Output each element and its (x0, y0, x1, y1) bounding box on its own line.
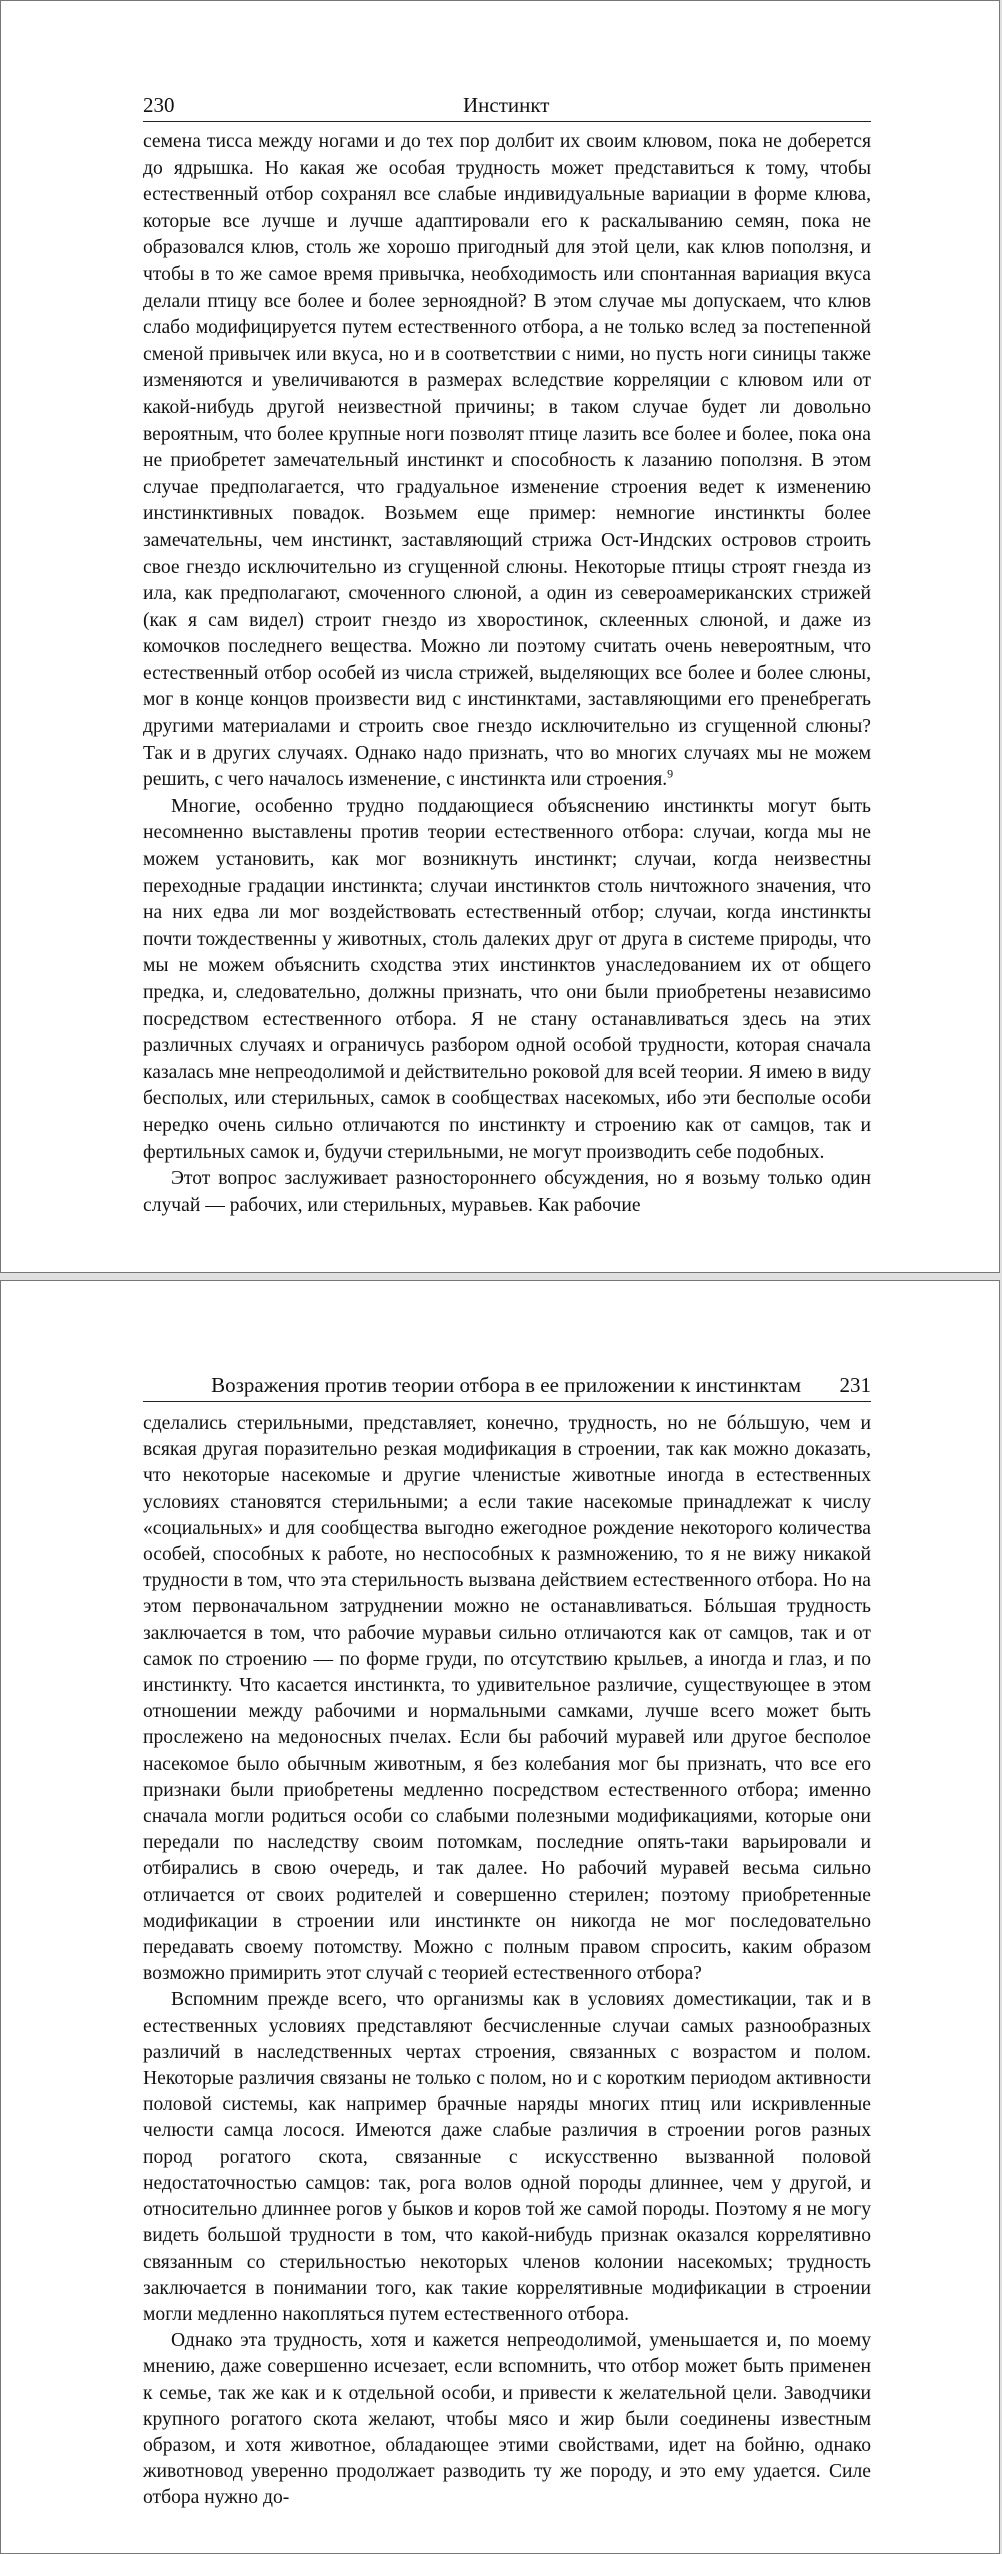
page-230 (0, 0, 1000, 1273)
paragraph: Вспомним прежде всего, что организмы как в условиях доместикации, так и в естественных условиях представляют бесчисленные случаи самых разнообразных различий в наследственных чертах строения, связанных с возрастом и полом. Некоторые различия связаны не только с полом, но и с коротким периодом активности половой системы, как например брачные наряды многих птиц или искривленные челюсти самца лосося. Имеются даже слабые различия в строении рогов разных пород рогатого скота, связанные с искусственно вызванной половой недостаточностью самцов: так, рога волов одной породы длиннее, чем у другой, и относительно длиннее рогов у быков и коров той же самой породы. Поэтому я не могу видеть большой трудности в том, что какой-нибудь признак оказался коррелятивно связанным со стерильностью некоторых членов колонии насекомых; трудность заключается в понимании того, как такие коррелятивные модификации в строении могли медленно накопляться путем естественного отбора. (143, 1989, 871, 2325)
page-number: 230 (143, 93, 175, 117)
running-title: Возражения против теории отбора в ее приложении к инстинктам (211, 1373, 801, 1397)
page-body (143, 1411, 871, 2512)
page-231 (0, 1280, 1000, 2554)
running-title: Инстинкт (463, 93, 550, 117)
paragraph: семена тисса между ногами и до тех пор долбит их своим клювом, пока не доберется до ядрышка. Но какая же особая трудность может представиться к тому, чтобы естественный отбор сохранял все слабые индивидуальные вариации в форме клюва, которые все лучше и лучше адаптировали его к раскалыванию семян, пока не образовался клюв, столь же хорошо пригодный для этой цели, как клюв поползня, и чтобы в то же самое время привычка, необходимость или спонтанная вариация вкуса делали птицу все более и более зерноядной? В этом случае мы допускаем, что клюв слабо модифицируется путем естественного отбора, а не только вслед за постепенной сменой привычек или вкуса, но и в соответствии с ними, но пусть ноги синицы также изменяются и увеличиваются в размерах вследствие корреляции с клювом или от какой-нибудь другой неизвестной причины; в таком случае будет ли довольно вероятным, что более крупные ноги позволят птице лазить все более и более, пока она не приобретет замечательный инстинкт и способность к лазанию поползня. В этом случае предполагается, что градуальное изменение строения ведет к изменению инстинктивных повадок. Возьмем еще пример: немногие инстинкты более замечательны, чем инстинкт, заставляющий стрижа Ост-Индских островов строить свое гнездо исключительно из сгущенной слюны. Некоторые птицы строят гнезда из ила, как предполагают, смоченного слюной, а один из североамериканских стрижей (как я сам видел) строит гнездо из хворостинок, склеенных слюной, и даже из комочков последнего вещества. Можно ли поэтому считать очень невероятным, что естественный отбор особей из числа стрижей, выделяющих все более и более слюны, мог в конце концов произвести вид с инстинктами, заставляющими его пренебрегать другими материалами и строить свое гнездо исключительно из сгущенной слюны? Так и в других случаях. Однако надо признать, что во многих случаях мы не можем решить, с чего началось изменение, с инстинкта или строения.$^9$ (143, 131, 871, 791)
running-header (143, 1375, 871, 1402)
page-body (143, 129, 871, 1219)
running-header (143, 95, 871, 122)
footnote-mark: 9 (667, 766, 674, 781)
paragraph: Этот вопрос заслуживает разностороннего обсуждения, но я возьму только один случай — рабочих, или стерильных, муравьев. Как рабочие (143, 1168, 871, 1216)
page-number: 231 (839, 1373, 871, 1397)
paragraph: Однако эта трудность, хотя и кажется непреодолимой, уменьшается и, по моему мнению, даже совершенно исчезает, если вспомнить, что отбор может быть применен к семье, так же как и к отдельной особи, и привести к желательной цели. Заводчики крупного рогатого скота желают, чтобы мясо и жир были соединены известным образом, и хотя животное, обладающее этими свойствами, идет на бойню, однако животновод уверенно продолжает разводить ту же породу, и это ему удается. Силе отбора нужно до- (143, 2330, 871, 2509)
paragraph: сделались стерильными, представляет, конечно, трудность, но не бóльшую, чем и всякая другая поразительно резкая модификация в строении, так как можно доказать, что некоторые насекомые и другие членистые животные иногда в естественных условиях становятся стерильными; а если такие насекомые принадлежат к числу «социальных» и для сообщества выгодно ежегодное рождение некоторого количества особей, способных к работе, но неспособных к размножению, то я не вижу никакой трудности в том, что эта стерильность вызвана действием естественного отбора. Но на этом первоначальном затруднении можно не останавливаться. Бóльшая трудность заключается в том, что рабочие муравьи сильно отличаются как от самцов, так и от самок по строению — по форме груди, по отсутствию крыльев, а иногда и глаз, и по инстинкту. Что касается инстинкта, то удивительное различие, существующее в этом отношении между рабочими и нормальными самками, лучше всего может быть прослежено на медоносных пчелах. Если бы рабочий муравей или другое бесполое насекомое было обычным животным, я без колебания мог бы признать, что все его признаки были приобретены медленно посредством естественного отбора; именно сначала могли родиться особи со слабыми полезными модификациями, которые они передали по наследству своим потомкам, последние опять-таки варьировали и отбирались в свою очередь, и так далее. Но рабочий муравей весьма сильно отличается от своих родителей и совершенно стерилен; поэтому приобретенные модификации в строении или инстинкте он никогда не мог последовательно передавать своему потомству. Можно с полным правом спросить, каким образом возможно примирить этот случай с теорией естественного отбора? (143, 1413, 871, 1985)
paragraph: Многие, особенно трудно поддающиеся объяснению инстинкты могут быть несомненно выставлены против теории естественного отбора: случаи, когда мы не можем установить, как мог возникнуть инстинкт; случаи, когда неизвестны переходные градации инстинкта; случаи инстинктов столь ничтожного значения, что на них едва ли мог воздействовать естественный отбор; случаи, когда инстинкты почти тождественны у животных, столь далеких друг от друга в системе природы, что мы не можем объяснить сходства этих инстинктов унаследованием их от общего предка, и, следовательно, должны признать, что они были приобретены независимо посредством естественного отбора. Я не стану останавливаться здесь на этих различных случаях и ограничусь разбором одной особой трудности, которая сначала казалась мне непреодолимой и действительно роковой для всей теории. Я имею в виду бесполых, или стерильных, самок в сообществах насекомых, ибо эти бесполые особи нередко очень сильно отличаются по инстинкту и строению как от самцов, так и фертильных самок и, будучи стерильными, не могут производить себе подобных. (143, 795, 871, 1163)
